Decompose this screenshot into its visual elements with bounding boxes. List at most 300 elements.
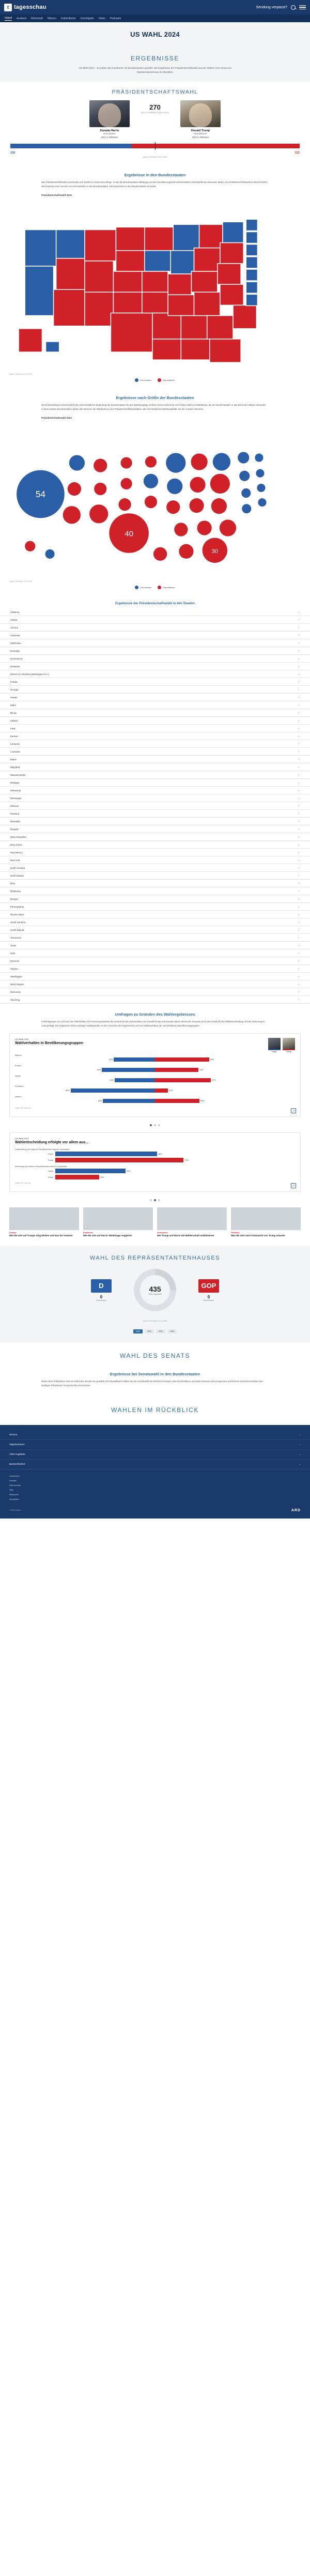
teaser-title: Wie die USA auf Harris' Niederlage reagierten bbox=[83, 1234, 132, 1237]
state-name: Wisconsin bbox=[10, 990, 21, 993]
chevron-down-icon[interactable]: ⌄ bbox=[297, 641, 300, 645]
teaser-title: Wie Trump und Harris die Wählerschaft mobilisierten bbox=[157, 1234, 214, 1237]
state-row[interactable] bbox=[0, 957, 310, 965]
year-pill[interactable]: 2024 bbox=[133, 1329, 143, 1333]
chevron-down-icon[interactable]: ⌄ bbox=[297, 789, 300, 792]
state-row[interactable] bbox=[0, 678, 310, 686]
svg-text:30: 30 bbox=[211, 548, 218, 555]
chart2-bar-label: Trump bbox=[48, 1159, 53, 1161]
chevron-down-icon[interactable]: ⌄ bbox=[297, 952, 300, 955]
footer-link[interactable]: Kontakt bbox=[9, 1479, 17, 1482]
teaser-kicker: Reaktionen bbox=[83, 1232, 94, 1234]
trump-votes: 49,9 % Stimmen bbox=[192, 136, 209, 139]
main-nav bbox=[0, 14, 310, 22]
year-pill[interactable]: 2020 bbox=[156, 1329, 165, 1333]
state-row[interactable] bbox=[0, 841, 310, 849]
teaser-thumbnail bbox=[83, 1207, 153, 1230]
state-name: West Virginia bbox=[10, 983, 24, 986]
legend-label: Demokraten bbox=[140, 379, 152, 382]
state-row[interactable] bbox=[0, 926, 310, 934]
chevron-down-icon[interactable]: ⌄ bbox=[297, 990, 300, 994]
choropleth-map[interactable] bbox=[0, 198, 310, 372]
state-row[interactable] bbox=[0, 639, 310, 647]
chevron-down-icon[interactable]: ⌄ bbox=[297, 711, 300, 715]
chart1-harris-label: Harris bbox=[272, 1051, 277, 1053]
state-name: Tennessee bbox=[10, 936, 22, 939]
state-name: New Jersey bbox=[10, 843, 22, 846]
footer-links bbox=[0, 1469, 310, 1504]
footer-accordion[interactable] bbox=[0, 1440, 310, 1450]
chevron-down-icon[interactable]: ⌄ bbox=[297, 890, 300, 893]
nav-item-faktenfinder[interactable]: Faktenfinder bbox=[60, 17, 76, 20]
chevron-down-icon[interactable]: ⌄ bbox=[297, 719, 300, 723]
chart2-bar bbox=[55, 1158, 183, 1162]
bubble-legend bbox=[0, 582, 310, 594]
chart1-group-label: Männer bbox=[15, 1054, 22, 1057]
state-row[interactable] bbox=[0, 632, 310, 639]
legend-item bbox=[158, 378, 175, 382]
share-icon[interactable]: ↗ bbox=[291, 1108, 296, 1113]
state-name: Alabama bbox=[10, 610, 20, 614]
carousel-dots-2[interactable] bbox=[0, 1197, 310, 1201]
chart2-bar-label: Harris bbox=[48, 1153, 53, 1155]
state-row[interactable] bbox=[0, 880, 310, 887]
chevron-down-icon[interactable]: ⌄ bbox=[297, 727, 300, 730]
state-row[interactable] bbox=[0, 856, 310, 864]
chart2-source: Quelle: AP VoteCast bbox=[15, 1182, 31, 1185]
copyright: © ARD Online bbox=[9, 1509, 21, 1512]
footer-accordion[interactable] bbox=[0, 1450, 310, 1460]
top-header bbox=[0, 0, 310, 14]
state-name: Nevada bbox=[10, 827, 19, 831]
state-name: Michigan bbox=[10, 781, 20, 784]
search-icon[interactable] bbox=[291, 5, 296, 10]
nav-item-video[interactable]: Video bbox=[98, 17, 105, 20]
chart1-harris-bar bbox=[103, 1099, 155, 1103]
results-section bbox=[0, 45, 310, 82]
footer-link[interactable]: Impressum bbox=[9, 1474, 20, 1477]
chart2-bar-value: 40% bbox=[127, 1170, 131, 1172]
footer-link[interactable]: Bildrechte bbox=[9, 1493, 19, 1496]
chevron-down-icon[interactable]: ⌄ bbox=[297, 874, 300, 878]
state-row[interactable] bbox=[0, 709, 310, 717]
chart1-trump-value: 13% bbox=[168, 1090, 173, 1092]
chart1-group bbox=[15, 1085, 295, 1093]
chevron-down-icon[interactable]: ⌄ bbox=[297, 626, 300, 630]
bysize-block bbox=[0, 387, 310, 419]
chart1-bar-pair bbox=[15, 1078, 295, 1082]
footer-link[interactable]: Hilfe bbox=[9, 1488, 14, 1491]
chevron-down-icon[interactable]: ⌄ bbox=[297, 750, 300, 754]
footer-accordions bbox=[0, 1430, 310, 1469]
state-row[interactable] bbox=[0, 694, 310, 701]
nav-item-ausland[interactable]: Ausland bbox=[17, 17, 26, 20]
footer-accordion[interactable] bbox=[0, 1430, 310, 1440]
state-row[interactable] bbox=[0, 825, 310, 833]
state-row[interactable] bbox=[0, 701, 310, 709]
carousel-dots-1[interactable] bbox=[0, 1122, 310, 1126]
state-name: Georgia bbox=[10, 688, 19, 691]
chevron-down-icon[interactable]: ⌄ bbox=[299, 1452, 301, 1455]
trump-name: Donald Trump bbox=[191, 129, 210, 133]
state-row[interactable] bbox=[0, 779, 310, 787]
chart1-bar-pair bbox=[15, 1088, 295, 1093]
nav-item-wirtschaft[interactable]: Wirtschaft bbox=[30, 17, 43, 20]
chart-card-groups bbox=[9, 1033, 301, 1117]
state-row[interactable] bbox=[0, 918, 310, 926]
chevron-down-icon[interactable]: ⌄ bbox=[297, 858, 300, 862]
chevron-down-icon[interactable]: ⌄ bbox=[297, 796, 300, 800]
state-row[interactable] bbox=[0, 608, 310, 616]
chart2-bar bbox=[55, 1175, 99, 1179]
state-name: Idaho bbox=[10, 703, 16, 707]
chevron-down-icon[interactable]: ⌄ bbox=[297, 680, 300, 684]
state-row[interactable] bbox=[0, 663, 310, 670]
senate-heading: Ergebnisse bei Senatswahl in den Bundesstaaten bbox=[110, 1372, 200, 1377]
chevron-down-icon[interactable]: ⌄ bbox=[297, 983, 300, 986]
chevron-down-icon[interactable]: ⌄ bbox=[297, 812, 300, 816]
chevron-down-icon[interactable]: ⌄ bbox=[297, 665, 300, 668]
house-republicans bbox=[192, 1279, 225, 1301]
teaser-card[interactable] bbox=[9, 1207, 79, 1237]
chevron-down-icon[interactable]: ⌄ bbox=[297, 928, 300, 932]
chevron-down-icon[interactable]: ⌄ bbox=[297, 672, 300, 676]
chart1-legend-trump bbox=[283, 1038, 295, 1053]
chart2-bar-row bbox=[15, 1152, 295, 1156]
chart1-harris-bar bbox=[115, 1078, 155, 1082]
house-section bbox=[0, 1246, 310, 1343]
legend-swatch bbox=[135, 378, 138, 382]
chart2-bar-value: 25% bbox=[100, 1176, 104, 1178]
surveys-block bbox=[0, 1004, 310, 1028]
state-row[interactable] bbox=[0, 973, 310, 980]
nav-item-investigativ[interactable]: Investigativ bbox=[80, 17, 94, 20]
chart1-trump-bar bbox=[155, 1088, 168, 1093]
chart1-bar-pair bbox=[15, 1099, 295, 1103]
state-name: Maine bbox=[10, 758, 17, 761]
state-row[interactable] bbox=[0, 934, 310, 942]
chevron-down-icon[interactable]: ⌄ bbox=[297, 866, 300, 870]
chevron-down-icon[interactable]: ⌄ bbox=[297, 773, 300, 777]
teaser-thumbnail bbox=[9, 1207, 79, 1230]
state-name: Iowa bbox=[10, 727, 16, 730]
chart1-trump-bar bbox=[155, 1068, 198, 1072]
bubble-map[interactable] bbox=[0, 421, 310, 579]
chart1-harris-value: 54% bbox=[97, 1069, 101, 1071]
state-row[interactable] bbox=[0, 895, 310, 903]
chevron-down-icon[interactable]: ⌄ bbox=[297, 975, 300, 978]
chevron-down-icon[interactable]: ⌄ bbox=[297, 959, 300, 963]
teaser-kicker: Hintergrund bbox=[157, 1232, 168, 1234]
retro-title: WAHLEN IM RÜCKBLICK bbox=[111, 1406, 199, 1414]
footer bbox=[0, 1425, 310, 1519]
chart1-trump-bar bbox=[155, 1057, 209, 1062]
ard-logo: ARD bbox=[291, 1508, 301, 1512]
chart1-trump-bar bbox=[155, 1099, 199, 1103]
year-pill[interactable]: 2018 bbox=[167, 1329, 177, 1333]
chart2-kicker: US-Wahl 2024 bbox=[15, 1137, 29, 1140]
chevron-down-icon[interactable]: ⌄ bbox=[297, 657, 300, 661]
map2-label: Präsidentschaftswahl 2024 bbox=[41, 417, 72, 420]
state-name: Arizona bbox=[10, 626, 18, 629]
harris-party: Demokraten bbox=[103, 132, 116, 135]
missed-broadcast-link[interactable]: Sendung verpasst? bbox=[256, 5, 287, 9]
house-donut bbox=[131, 1266, 179, 1314]
chart1-harris-value: 42% bbox=[109, 1059, 113, 1061]
chart1-kicker: US-Wahl 2024 bbox=[15, 1038, 29, 1041]
teaser-thumbnail bbox=[157, 1207, 227, 1230]
chart1-harris-bar bbox=[102, 1068, 155, 1072]
state-row[interactable] bbox=[0, 647, 310, 655]
chart1-group bbox=[15, 1075, 295, 1082]
nav-item-podcasts[interactable]: Podcasts bbox=[110, 17, 121, 20]
state-name: Texas bbox=[10, 944, 17, 947]
map1-source: Quelle: AP/Stand: 13.11.2024 bbox=[9, 373, 33, 376]
state-row[interactable] bbox=[0, 965, 310, 973]
nav-item-inland[interactable]: Inland bbox=[5, 16, 12, 20]
chart2-title: Wahlentscheidung erfolgte vor allem aus... bbox=[15, 1141, 89, 1145]
state-name: Indiana bbox=[10, 719, 18, 722]
majority-marker bbox=[155, 142, 156, 150]
state-row[interactable] bbox=[0, 670, 310, 678]
chevron-down-icon[interactable]: ⌄ bbox=[297, 758, 300, 761]
footer-link[interactable]: Newsletter bbox=[9, 1497, 19, 1500]
state-name: North Carolina bbox=[10, 866, 25, 869]
republican-seats: 0 bbox=[207, 1294, 210, 1299]
year-pill[interactable]: 2022 bbox=[145, 1329, 154, 1333]
state-row[interactable] bbox=[0, 980, 310, 988]
state-name: Missouri bbox=[10, 804, 19, 807]
chevron-down-icon[interactable]: ⌄ bbox=[297, 944, 300, 947]
state-name: Minnesota bbox=[10, 789, 21, 792]
state-row[interactable] bbox=[0, 872, 310, 880]
state-row[interactable] bbox=[0, 787, 310, 794]
state-name: Maryland bbox=[10, 765, 20, 769]
states-list bbox=[0, 608, 310, 1004]
chart1-harris-bar bbox=[114, 1057, 155, 1062]
teaser-card[interactable] bbox=[231, 1207, 301, 1237]
needed-label: 270 STIMMEN ZUM SIEG bbox=[141, 111, 169, 114]
bysize-text: Diese Darstellung veranschaulicht die unterschiedliche Bedeutung der Bundesstaaten für den Wahlausgang: Größere Kreise stehen für eine höhere Zahl von Wahlleuten, die der Bundesstaaten in das Electoral College entsenden. In dem meisten Bundesstaaten gehen alle Stimmen der Wahlleute an den Präsidentschaftskandidaten oder die Präsidentschaftskandidatin mit den meisten Stimmen. bbox=[41, 404, 267, 411]
house-democrats bbox=[85, 1279, 118, 1301]
chevron-down-icon[interactable]: ⌄ bbox=[297, 742, 300, 746]
nav-item-wissen[interactable]: Wissen bbox=[47, 17, 56, 20]
surveys-text: In Befragungen vor und nach der Wahl haben US-Forschungsinstitute die Gründe für das Abschneiden von Donald Trump und Kamala Harris untersucht. Darunter auch die Gründe für die Wahlentscheidung und die Stimmung im Land gefragt. Die Ergebnisse liefern wichtige Anhaltspunkte zu den Ursachen des Ergebnisses und zum Wahlverhalten der verschiedenen Bevölkerungsgruppen. bbox=[41, 1020, 265, 1028]
house-source: Quelle: AP/Stand: 13.11.2024 bbox=[143, 1320, 167, 1323]
chart2-bar-row bbox=[15, 1169, 295, 1173]
teaser-kicker: Überblick bbox=[231, 1232, 240, 1234]
chevron-down-icon[interactable]: ⌄ bbox=[297, 843, 300, 847]
chart1-legend-harris bbox=[268, 1038, 281, 1053]
trump-party: Republikaner bbox=[194, 132, 207, 135]
legend-swatch bbox=[158, 586, 161, 589]
state-name: Rhode Island bbox=[10, 913, 24, 916]
state-row[interactable] bbox=[0, 624, 310, 632]
results-intro: US-Wahl 2024 – So haben die Amerikaner US-Bundesstaaten gewählt. Die Ergebnisse der Präsidentschaftswahl und der Wahlen zum Senat und Repräsentantenhaus im Überblick. bbox=[79, 67, 231, 74]
chevron-down-icon[interactable]: ⌄ bbox=[297, 835, 300, 839]
state-name: North Dakota bbox=[10, 874, 24, 877]
chart1-harris-value: 41% bbox=[110, 1079, 114, 1082]
state-row[interactable] bbox=[0, 996, 310, 1004]
chart1-group bbox=[15, 1096, 295, 1103]
state-name: Vermont bbox=[10, 959, 19, 962]
chevron-down-icon[interactable]: ⌄ bbox=[297, 998, 300, 1002]
senate-text: Neben dem Präsidenten wird ein Drittel des Senats neu gewählt. Die Republikaner haben bei der Senatswahl die Mehrheit errungen. Damit kontrollieren sie beide Kammern des Kongresses und können Gesetzesvorhaben des künftigen Präsidenten Trump leichter durchsetzen. bbox=[41, 1380, 263, 1387]
chart1-harris-value: 53% bbox=[98, 1100, 102, 1102]
trump-electors: 312 bbox=[295, 151, 300, 155]
senate-title: WAHL DES SENATS bbox=[119, 1352, 191, 1360]
chart2-body bbox=[15, 1148, 295, 1179]
state-row[interactable] bbox=[0, 686, 310, 694]
state-row[interactable] bbox=[0, 616, 310, 624]
legend-label: Republikaner bbox=[163, 586, 175, 589]
chevron-down-icon[interactable]: ⌄ bbox=[297, 765, 300, 769]
page-title: US WAHL 2024 bbox=[0, 22, 310, 45]
chevron-down-icon[interactable]: ⌄ bbox=[297, 921, 300, 924]
democrat-badge: D bbox=[91, 1279, 112, 1293]
footer-link[interactable]: Datenschutz bbox=[9, 1483, 21, 1486]
chart2-bar-row bbox=[15, 1175, 295, 1179]
state-row[interactable] bbox=[0, 655, 310, 663]
state-row[interactable] bbox=[0, 988, 310, 996]
chart1-source: Quelle: AP VoteCast bbox=[15, 1107, 31, 1110]
state-row[interactable] bbox=[0, 725, 310, 732]
chevron-down-icon[interactable]: ⌄ bbox=[299, 1462, 301, 1465]
state-name: Arkansas bbox=[10, 634, 20, 637]
menu-icon[interactable] bbox=[299, 5, 306, 10]
harris-name: Kamala Harris bbox=[100, 129, 119, 133]
chevron-down-icon[interactable]: ⌄ bbox=[297, 820, 300, 823]
teaser-card[interactable] bbox=[83, 1207, 153, 1237]
harris-electors: 226 bbox=[10, 151, 16, 155]
state-row[interactable] bbox=[0, 794, 310, 802]
state-row[interactable] bbox=[0, 949, 310, 957]
state-name: Florida bbox=[10, 680, 18, 683]
chart1-trump-value: 57% bbox=[212, 1079, 216, 1082]
state-name: Delaware bbox=[10, 665, 20, 668]
state-row[interactable] bbox=[0, 717, 310, 725]
chevron-down-icon[interactable]: ⌄ bbox=[297, 804, 300, 808]
state-row[interactable] bbox=[0, 818, 310, 825]
chevron-down-icon[interactable]: ⌄ bbox=[297, 649, 300, 653]
trump-photo bbox=[180, 100, 221, 127]
brand-logo[interactable] bbox=[4, 4, 47, 11]
electoral-heading: Ergebnisse in den Bundesstaaten bbox=[124, 173, 186, 178]
map-legend bbox=[0, 375, 310, 387]
chart1-group-label: Latinos bbox=[15, 1096, 22, 1098]
legend-swatch bbox=[135, 586, 138, 589]
chart2-bar-label: Trump bbox=[48, 1176, 53, 1178]
state-name: Pennsylvania bbox=[10, 905, 24, 908]
chevron-down-icon[interactable]: ⌄ bbox=[297, 696, 300, 699]
state-row[interactable] bbox=[0, 810, 310, 818]
state-name: Illinois bbox=[10, 711, 17, 714]
state-row[interactable] bbox=[0, 864, 310, 872]
chart1-bar-pair bbox=[15, 1068, 295, 1072]
chart1-trump-value: 45% bbox=[200, 1100, 205, 1102]
share-icon-2[interactable]: ↗ bbox=[291, 1183, 296, 1188]
state-name: Oregon bbox=[10, 897, 18, 900]
state-row[interactable] bbox=[0, 763, 310, 771]
state-row[interactable] bbox=[0, 911, 310, 918]
chevron-down-icon[interactable]: ⌄ bbox=[297, 827, 300, 831]
state-row[interactable] bbox=[0, 887, 310, 895]
state-name: South Dakota bbox=[10, 928, 24, 931]
chevron-down-icon[interactable]: ⌄ bbox=[297, 936, 300, 940]
state-row[interactable] bbox=[0, 740, 310, 748]
state-row[interactable] bbox=[0, 748, 310, 756]
bysize-heading: Ergebnisse nach Größe der Bundesstaaten bbox=[116, 395, 194, 401]
states-heading: Ergebnisse der Präsidentschaftswahl in den Staaten bbox=[115, 602, 195, 606]
state-row[interactable] bbox=[0, 833, 310, 841]
state-row[interactable] bbox=[0, 942, 310, 949]
chart2-bar-value: 58% bbox=[158, 1153, 162, 1155]
chevron-down-icon[interactable]: ⌄ bbox=[297, 967, 300, 971]
state-name: Kalifornien bbox=[10, 641, 21, 645]
chart1-harris-value: 86% bbox=[66, 1090, 70, 1092]
chevron-down-icon[interactable]: ⌄ bbox=[297, 913, 300, 916]
state-name: Virginia bbox=[10, 967, 18, 970]
chevron-down-icon[interactable]: ⌄ bbox=[299, 1443, 301, 1446]
republican-label: Republikaner bbox=[203, 1299, 214, 1301]
state-row[interactable] bbox=[0, 802, 310, 810]
legend-label: Demokraten bbox=[140, 586, 152, 589]
state-name: Hawaii bbox=[10, 696, 18, 699]
chart1-trump-bar bbox=[155, 1078, 211, 1082]
chevron-down-icon[interactable]: ⌄ bbox=[297, 882, 300, 885]
house-year-pills[interactable] bbox=[0, 1329, 310, 1338]
chevron-down-icon[interactable]: ⌄ bbox=[297, 734, 300, 738]
footer-accordion-label: ARD-Angebote bbox=[9, 1453, 25, 1456]
legend-label: Republikaner bbox=[163, 379, 175, 382]
chevron-down-icon[interactable]: ⌄ bbox=[297, 618, 300, 622]
us-bubble-svg[interactable] bbox=[9, 421, 301, 577]
chevron-down-icon[interactable]: ⌄ bbox=[297, 634, 300, 637]
state-name: Washington bbox=[10, 975, 23, 978]
logo-mark-icon: t bbox=[4, 4, 12, 11]
chevron-down-icon[interactable]: ⌄ bbox=[297, 905, 300, 909]
state-row[interactable] bbox=[0, 903, 310, 911]
us-map-svg[interactable] bbox=[9, 198, 301, 370]
footer-accordion[interactable] bbox=[0, 1460, 310, 1469]
chevron-down-icon[interactable]: ⌄ bbox=[299, 1433, 301, 1436]
results-title: ERGEBNISSE bbox=[130, 55, 180, 62]
chart1-harris-bar bbox=[71, 1088, 155, 1093]
house-total-label: Sitze insgesamt bbox=[148, 1293, 162, 1296]
state-name: Wyoming bbox=[10, 998, 20, 1001]
electoral-text: Das Präsidentschaftswahl entscheidet sich letztlich im Electoral College: In das die Bundesstaaten abhängig von ihrer Bevölkerungszahl unterschiedlich viele Wahlleute entsenden dürfen. Der Präsidentschaftswahl ist damit letztlich das Ergebnis einer Summe von Einzelwahlen in den Bundesstaaten. Die Ergebnisse in den Bundesstaaten im Detail. bbox=[41, 181, 268, 188]
state-row[interactable] bbox=[0, 771, 310, 779]
chevron-down-icon[interactable]: ⌄ bbox=[297, 851, 300, 854]
state-name: South Carolina bbox=[10, 921, 26, 924]
teaser-card[interactable] bbox=[157, 1207, 227, 1237]
state-name: Colorado bbox=[10, 649, 20, 652]
state-name: Ohio bbox=[10, 882, 16, 885]
state-row[interactable] bbox=[0, 732, 310, 740]
chevron-down-icon[interactable]: ⌄ bbox=[297, 781, 300, 785]
teaser-title: Wie die USA auf Trumps Sieg blicken und was ihn erwartet bbox=[9, 1234, 73, 1237]
chevron-down-icon[interactable]: ⌄ bbox=[297, 897, 300, 901]
state-name: District of Columbia (Washington D.C.) bbox=[10, 672, 50, 676]
teaser-kicker: Analyse bbox=[9, 1232, 17, 1234]
chevron-down-icon[interactable]: ⌄ bbox=[297, 610, 300, 614]
chevron-down-icon[interactable]: ⌄ bbox=[297, 703, 300, 707]
chevron-down-icon[interactable]: ⌄ bbox=[297, 688, 300, 692]
state-row[interactable] bbox=[0, 756, 310, 763]
state-name: Kentucky bbox=[10, 742, 20, 745]
state-name: Connecticut bbox=[10, 657, 23, 660]
state-row[interactable] bbox=[0, 849, 310, 856]
